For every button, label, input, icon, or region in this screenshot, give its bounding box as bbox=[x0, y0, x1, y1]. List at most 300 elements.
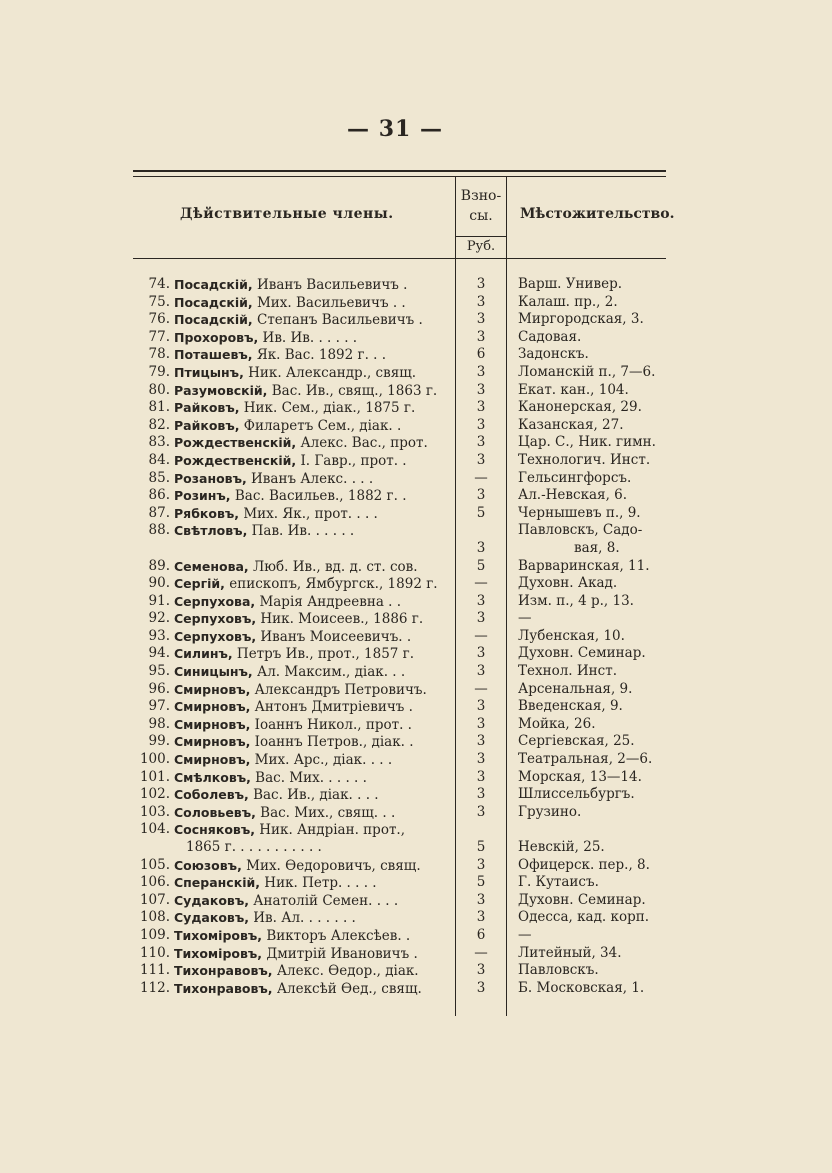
table-row bbox=[0, 945, 832, 963]
member-given-name: Филаретъ Сем., діак. . bbox=[243, 417, 402, 434]
member-address bbox=[518, 892, 693, 910]
member-name bbox=[174, 470, 454, 489]
member-name bbox=[174, 980, 454, 999]
member-surname: Серпуховъ, bbox=[174, 628, 257, 644]
member-surname: Птицынъ, bbox=[174, 364, 244, 380]
member-address bbox=[518, 610, 693, 628]
row-number: 79. bbox=[148, 363, 170, 380]
page-number: — 31 — bbox=[347, 116, 443, 142]
member-surname: Разумовскій, bbox=[174, 382, 268, 398]
member-name bbox=[174, 857, 454, 876]
member-name-line bbox=[174, 646, 414, 662]
row-number: 74. bbox=[148, 276, 170, 292]
member-address-line: — bbox=[518, 610, 532, 627]
member-dues: 3 bbox=[476, 891, 486, 908]
member-name-line bbox=[174, 717, 412, 733]
member-name-line bbox=[174, 506, 378, 522]
member-given-name: Ник. Сем., діак., 1875 г. bbox=[243, 400, 416, 417]
member-address bbox=[518, 364, 693, 382]
member-address-line: Морская, 13—14. bbox=[518, 768, 642, 785]
member-dues: — bbox=[474, 944, 488, 961]
row-number: 100. bbox=[139, 751, 170, 768]
row-number: 103. bbox=[139, 803, 170, 820]
member-given-name: епископъ, Ямбургск., 1892 г. bbox=[229, 576, 438, 593]
member-name-line bbox=[174, 946, 418, 962]
member-name bbox=[174, 487, 454, 506]
member-given-name: Ал. Максим., діак. . . bbox=[256, 664, 406, 681]
member-address-line: Шлиссельбургъ. bbox=[518, 786, 635, 803]
member-name-line bbox=[174, 821, 454, 840]
member-surname: Посадскій, bbox=[174, 277, 253, 292]
member-surname: Поташевъ, bbox=[174, 347, 253, 363]
member-name bbox=[174, 733, 454, 752]
member-address bbox=[518, 804, 693, 822]
member-name bbox=[174, 593, 454, 612]
row-number: 80. bbox=[148, 381, 170, 398]
member-dues: 3 bbox=[476, 451, 486, 468]
member-name bbox=[174, 364, 454, 383]
member-name-line bbox=[174, 365, 416, 381]
row-number: 92. bbox=[148, 610, 170, 627]
member-address bbox=[518, 346, 693, 364]
row-number: 97. bbox=[148, 698, 170, 715]
member-surname: Прохоровъ, bbox=[174, 329, 259, 345]
member-surname: Судаковъ, bbox=[174, 910, 249, 926]
member-name-line bbox=[174, 664, 405, 680]
member-address-line: Невскій, 25. bbox=[518, 839, 605, 855]
member-surname: Рождественскій, bbox=[174, 452, 297, 468]
member-name bbox=[174, 927, 454, 946]
dues-subheader-rule bbox=[456, 236, 506, 237]
member-address-line: Духовн. Семинар. bbox=[518, 645, 646, 662]
row-number: 90. bbox=[148, 575, 170, 592]
header-dues bbox=[456, 186, 506, 226]
member-dues: 3 bbox=[476, 363, 486, 380]
member-name bbox=[174, 558, 454, 577]
row-number: 93. bbox=[148, 627, 170, 644]
member-address-line: Варш. Универ. bbox=[518, 276, 623, 292]
member-name bbox=[174, 276, 454, 295]
member-name-line bbox=[174, 330, 357, 346]
table-row bbox=[0, 610, 832, 628]
table-row bbox=[0, 733, 832, 751]
member-given-name: Мих. Ѳедоровичъ, свящ. bbox=[246, 857, 421, 874]
table-row bbox=[0, 909, 832, 927]
member-surname: Смирновъ, bbox=[174, 681, 251, 697]
table-row bbox=[0, 522, 832, 557]
member-surname: Соловьевъ, bbox=[174, 804, 256, 820]
member-surname: Тихонравовъ, bbox=[174, 963, 273, 979]
member-name-line bbox=[174, 981, 422, 997]
member-address bbox=[518, 839, 693, 857]
member-name-line bbox=[174, 629, 411, 645]
table-row bbox=[0, 276, 832, 294]
member-address bbox=[518, 698, 693, 716]
member-address-line: Садовая. bbox=[518, 328, 582, 345]
row-number: 105. bbox=[139, 856, 170, 873]
member-address-line: — bbox=[518, 926, 532, 943]
member-surname: Посадскій, bbox=[174, 312, 253, 328]
member-name bbox=[174, 663, 454, 682]
member-address bbox=[518, 593, 693, 611]
member-address bbox=[518, 558, 693, 576]
table-row bbox=[0, 681, 832, 699]
member-dues: 3 bbox=[476, 715, 486, 732]
member-surname: Сперанскій, bbox=[174, 875, 260, 891]
table-row bbox=[0, 487, 832, 505]
member-given-name: Алекс. Вас., прот. bbox=[300, 435, 428, 452]
member-address bbox=[518, 329, 693, 347]
member-given-name: Ив. Ал. . . . . . . bbox=[253, 910, 356, 927]
member-surname: Тихоміровъ, bbox=[174, 945, 263, 961]
member-dues: 3 bbox=[476, 610, 486, 627]
table-row bbox=[0, 399, 832, 417]
row-number: 111. bbox=[139, 962, 170, 979]
member-address-line: Мойка, 26. bbox=[518, 715, 596, 732]
member-address-line: Духовн. Семинар. bbox=[518, 891, 646, 908]
table-row bbox=[0, 470, 832, 488]
table-row bbox=[0, 857, 832, 875]
member-name bbox=[174, 681, 454, 700]
member-dues: — bbox=[474, 575, 488, 592]
row-number: 91. bbox=[148, 592, 170, 609]
member-dues: 5 bbox=[476, 504, 486, 521]
header-currency: Руб. bbox=[466, 239, 496, 254]
member-name bbox=[174, 346, 454, 365]
member-address bbox=[518, 505, 693, 523]
row-number: 94. bbox=[148, 645, 170, 662]
member-dues: 3 bbox=[476, 979, 486, 996]
member-given-name: Антонъ Дмитріевичъ . bbox=[254, 699, 413, 716]
table-row bbox=[0, 962, 832, 980]
member-name-line bbox=[174, 875, 377, 891]
member-address-line: Задонскъ. bbox=[518, 346, 589, 363]
member-given-name: І. Гавр., прот. . bbox=[300, 452, 407, 469]
header-members: Дѣйствительные члены. bbox=[180, 206, 394, 222]
member-name-line bbox=[174, 277, 407, 293]
member-address-line: Введенская, 9. bbox=[518, 698, 623, 715]
member-surname: Семенова, bbox=[174, 558, 249, 574]
member-address bbox=[518, 681, 693, 699]
member-address bbox=[518, 522, 693, 557]
member-given-name: Мих. Як., прот. . . . bbox=[243, 505, 378, 522]
member-given-name: Марія Андреевна . . bbox=[259, 593, 402, 610]
member-dues: 3 bbox=[476, 909, 486, 926]
member-given-name: Викторъ Алексѣев. . bbox=[266, 927, 411, 944]
member-address-line: Лубенская, 10. bbox=[518, 627, 625, 644]
member-name bbox=[174, 821, 454, 856]
member-given-name: Іоаннъ Никол., прот. . bbox=[254, 716, 412, 733]
member-name-line bbox=[174, 910, 356, 926]
member-address-line: Канонерская, 29. bbox=[518, 399, 642, 416]
member-dues: 3 bbox=[476, 592, 486, 609]
member-name-line bbox=[174, 400, 415, 416]
table-row bbox=[0, 628, 832, 646]
member-dues: 3 bbox=[476, 381, 486, 398]
member-name-line bbox=[174, 734, 414, 750]
table-row bbox=[0, 364, 832, 382]
member-address-line: Технологич. Инст. bbox=[518, 451, 651, 468]
member-dues: 3 bbox=[476, 539, 486, 556]
row-number: 112. bbox=[139, 979, 170, 996]
row-number: 85. bbox=[148, 469, 170, 486]
member-address-line: Г. Кутаисъ. bbox=[518, 874, 599, 891]
member-name bbox=[174, 522, 454, 557]
member-dues: 3 bbox=[476, 698, 486, 715]
member-given-name: Вас. Ив., свящ., 1863 г. bbox=[271, 382, 438, 399]
member-name-line bbox=[174, 295, 406, 311]
member-name-line bbox=[174, 435, 428, 451]
member-address-line: Ал.-Невская, 6. bbox=[518, 487, 628, 504]
member-name-line bbox=[174, 347, 386, 363]
table-row bbox=[0, 892, 832, 910]
member-address-line: Павловскъ, Садо- bbox=[518, 522, 643, 539]
member-address-line: Миргородская, 3. bbox=[518, 311, 644, 328]
member-address-line: Павловскъ. bbox=[518, 962, 599, 979]
member-dues: 3 bbox=[476, 487, 486, 504]
row-number: 98. bbox=[148, 715, 170, 732]
member-address bbox=[518, 382, 693, 400]
member-address-line: Гельсингфорсъ. bbox=[518, 469, 632, 486]
member-dues: 3 bbox=[476, 962, 486, 979]
member-address bbox=[518, 980, 693, 998]
row-number: 77. bbox=[148, 328, 170, 345]
member-surname: Смирновъ, bbox=[174, 716, 251, 732]
row-number: 95. bbox=[148, 663, 170, 680]
member-address bbox=[518, 786, 693, 804]
table-row bbox=[0, 417, 832, 435]
member-name bbox=[174, 628, 454, 647]
member-dues: 3 bbox=[476, 751, 486, 768]
member-name bbox=[174, 452, 454, 471]
table-row bbox=[0, 769, 832, 787]
member-name-line bbox=[174, 682, 427, 698]
member-dues: 5 bbox=[476, 839, 486, 855]
member-address bbox=[518, 874, 693, 892]
row-number: 96. bbox=[148, 680, 170, 697]
member-address bbox=[518, 294, 693, 312]
table-top-rule bbox=[133, 170, 666, 172]
member-address bbox=[518, 857, 693, 875]
table-row bbox=[0, 593, 832, 611]
member-name-line bbox=[174, 787, 379, 803]
member-name bbox=[174, 769, 454, 788]
member-surname: Розановъ, bbox=[174, 470, 247, 486]
row-number: 102. bbox=[139, 786, 170, 803]
member-name-line bbox=[174, 594, 401, 610]
member-address-line: Варваринская, 11. bbox=[518, 557, 650, 574]
member-surname: Рождественскій, bbox=[174, 435, 297, 451]
member-dues: — bbox=[474, 469, 488, 486]
member-name bbox=[174, 417, 454, 436]
table-row bbox=[0, 980, 832, 998]
member-address-line: Чернышевъ п., 9. bbox=[518, 504, 641, 521]
member-dues: 3 bbox=[476, 328, 486, 345]
row-number: 99. bbox=[148, 733, 170, 750]
member-dues: 3 bbox=[476, 416, 486, 433]
member-name-line bbox=[174, 453, 407, 469]
member-address-line: Офицерск. пер., 8. bbox=[518, 856, 650, 873]
member-dues: 6 bbox=[476, 346, 486, 363]
member-name bbox=[174, 645, 454, 664]
member-surname: Синицынъ, bbox=[174, 664, 253, 680]
row-number: 86. bbox=[148, 487, 170, 504]
member-given-name: Ив. Ив. . . . . . bbox=[262, 329, 358, 346]
member-name bbox=[174, 434, 454, 453]
member-name-line bbox=[174, 576, 438, 592]
member-dues: 3 bbox=[476, 276, 486, 292]
member-address-line: Б. Московская, 1. bbox=[518, 979, 645, 996]
member-address-line: Театральная, 2—6. bbox=[518, 751, 653, 768]
table-row bbox=[0, 452, 832, 470]
member-name bbox=[174, 751, 454, 770]
member-name bbox=[174, 329, 454, 348]
member-given-name: Анатолій Семен. . . . bbox=[253, 892, 399, 909]
member-given-name: Іоаннъ Петров., діак. . bbox=[254, 734, 414, 751]
table-row bbox=[0, 821, 832, 856]
header-residence: Мѣстожительство. bbox=[520, 206, 675, 222]
row-number: 84. bbox=[148, 451, 170, 468]
member-name bbox=[174, 909, 454, 928]
member-surname: Розинъ, bbox=[174, 488, 231, 504]
member-address-line: Духовн. Акад. bbox=[518, 575, 618, 592]
member-surname: Серпуховъ, bbox=[174, 611, 257, 627]
member-surname: Силинъ, bbox=[174, 646, 233, 662]
member-dues: 3 bbox=[476, 786, 486, 803]
member-given-name: Алекс. Ѳедор., діак. bbox=[276, 963, 419, 980]
row-number: 110. bbox=[139, 944, 170, 961]
member-given-name: Иванъ Моисеевичъ. . bbox=[260, 628, 412, 645]
member-given-name: Вас. Мих., свящ. . . bbox=[260, 804, 396, 821]
table-row bbox=[0, 311, 832, 329]
member-address-line: Арсенальная, 9. bbox=[518, 680, 633, 697]
members-table-body bbox=[0, 276, 832, 997]
member-surname: Смѣлковъ, bbox=[174, 769, 251, 785]
member-surname: Соболевъ, bbox=[174, 787, 249, 803]
table-row bbox=[0, 751, 832, 769]
member-name bbox=[174, 698, 454, 717]
row-number: 83. bbox=[148, 434, 170, 451]
member-given-name: Вас. Ив., діак. . . . bbox=[253, 787, 379, 804]
member-address bbox=[518, 276, 693, 294]
member-name-line bbox=[174, 312, 423, 328]
row-number: 88. bbox=[148, 522, 170, 539]
member-name-line bbox=[174, 963, 419, 979]
member-name-line bbox=[174, 893, 398, 909]
member-address bbox=[518, 962, 693, 980]
member-given-name: Дмитрій Ивановичъ . bbox=[266, 945, 418, 962]
member-address bbox=[518, 487, 693, 505]
member-address bbox=[518, 311, 693, 329]
member-dues: 3 bbox=[476, 733, 486, 750]
row-number: 104. bbox=[139, 821, 170, 838]
member-dues: 6 bbox=[476, 926, 486, 943]
member-name bbox=[174, 892, 454, 911]
row-number: 108. bbox=[139, 909, 170, 926]
member-given-name: Петръ Ив., прот., 1857 г. bbox=[236, 646, 415, 663]
member-surname: Райковъ, bbox=[174, 417, 240, 433]
table-row bbox=[0, 346, 832, 364]
member-address-continuation: вая, 8. bbox=[574, 539, 620, 556]
table-row bbox=[0, 716, 832, 734]
member-name-line bbox=[174, 418, 401, 434]
member-address-line: Литейный, 34. bbox=[518, 944, 622, 961]
member-surname: Райковъ, bbox=[174, 400, 240, 416]
member-address-line: Казанская, 27. bbox=[518, 416, 624, 433]
member-address bbox=[518, 628, 693, 646]
member-name bbox=[174, 575, 454, 594]
row-number: 78. bbox=[148, 346, 170, 363]
member-address-line: Ломанскій п., 7—6. bbox=[518, 363, 656, 380]
row-number: 89. bbox=[148, 557, 170, 574]
member-name-line bbox=[174, 488, 406, 504]
member-dues: 3 bbox=[476, 311, 486, 328]
member-dues: — bbox=[474, 680, 488, 697]
table-row bbox=[0, 382, 832, 400]
member-address bbox=[518, 733, 693, 751]
member-address-line: Одесса, кад. корп. bbox=[518, 909, 649, 926]
member-surname: Смирновъ, bbox=[174, 752, 251, 768]
table-row bbox=[0, 558, 832, 576]
member-given-name: Пав. Ив. . . . . . bbox=[251, 523, 355, 540]
member-address-line: Калаш. пр., 2. bbox=[518, 293, 618, 310]
member-name bbox=[174, 716, 454, 735]
member-surname: Тихонравовъ, bbox=[174, 980, 273, 996]
member-given-name: Мих. Арс., діак. . . . bbox=[254, 752, 393, 769]
member-name bbox=[174, 311, 454, 330]
member-name-line bbox=[174, 383, 437, 399]
member-name-line bbox=[174, 699, 413, 715]
member-surname: Союзовъ, bbox=[174, 857, 242, 873]
member-given-name: Як. Вас. 1892 г. . . bbox=[256, 347, 387, 364]
table-row bbox=[0, 927, 832, 945]
member-name bbox=[174, 874, 454, 893]
member-dues: 5 bbox=[476, 874, 486, 891]
row-number: 82. bbox=[148, 416, 170, 433]
member-address bbox=[518, 769, 693, 787]
member-name bbox=[174, 786, 454, 805]
member-name-line bbox=[174, 559, 418, 575]
member-address bbox=[518, 751, 693, 769]
member-name-line bbox=[174, 858, 421, 874]
row-number: 81. bbox=[148, 399, 170, 416]
member-name-line bbox=[174, 752, 392, 768]
member-address bbox=[518, 909, 693, 927]
member-address bbox=[518, 470, 693, 488]
member-name bbox=[174, 399, 454, 418]
table-row bbox=[0, 505, 832, 523]
table-row bbox=[0, 575, 832, 593]
member-name-line bbox=[174, 471, 373, 487]
member-name-line bbox=[174, 770, 367, 786]
member-address bbox=[518, 452, 693, 470]
member-given-name: Иванъ Васильевичъ . bbox=[256, 277, 408, 293]
member-dues: — bbox=[474, 627, 488, 644]
row-number: 87. bbox=[148, 504, 170, 521]
member-given-name: Ник. Моисеев., 1886 г. bbox=[260, 611, 424, 628]
member-given-name: Александръ Петровичъ. bbox=[254, 681, 427, 698]
member-given-name: Вас. Васильев., 1882 г. . bbox=[234, 488, 407, 505]
member-surname: Серпухова, bbox=[174, 593, 256, 609]
table-row bbox=[0, 698, 832, 716]
member-address bbox=[518, 575, 693, 593]
member-name bbox=[174, 610, 454, 629]
member-given-name: Вас. Мих. . . . . . bbox=[255, 769, 367, 786]
member-surname: Сосняковъ, bbox=[174, 822, 255, 838]
member-address bbox=[518, 716, 693, 734]
member-surname: Посадскій, bbox=[174, 294, 253, 310]
member-address-line: Екат. кан., 104. bbox=[518, 381, 629, 398]
